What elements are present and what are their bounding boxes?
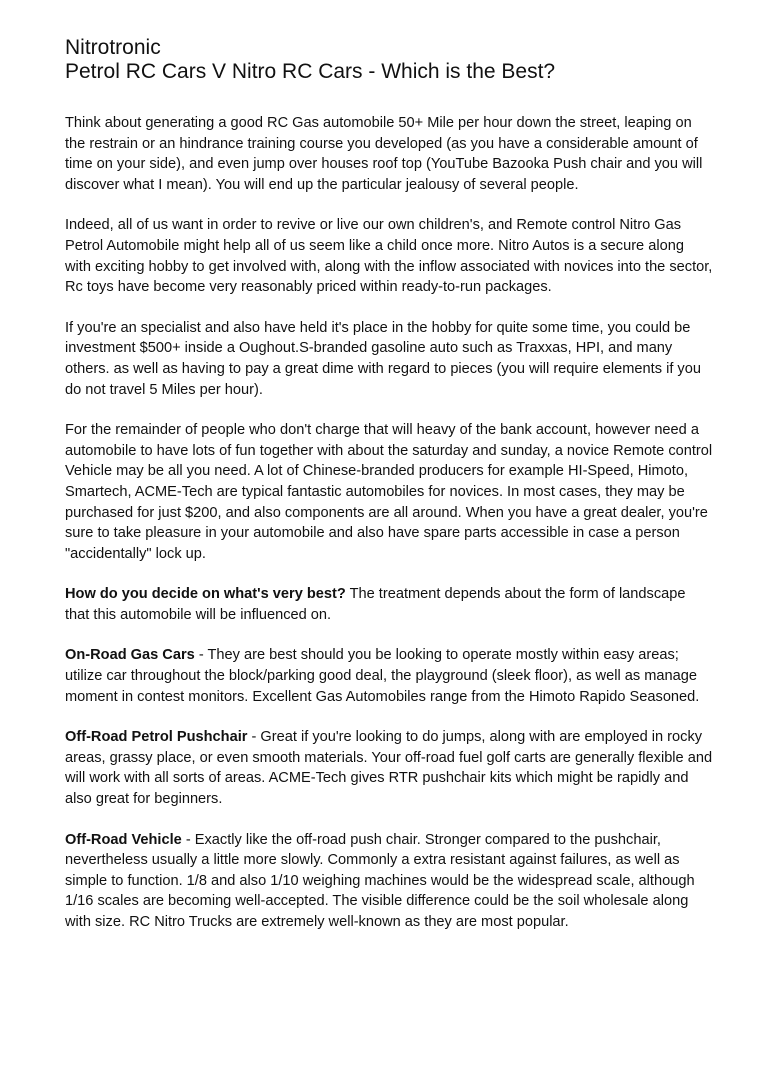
paragraph-lead: On-Road Gas Cars [65,647,195,664]
paragraph-text: If you're an specialist and also have held it's place in the hobby for quite some time, you could be investment $500+ inside a Oughout.S-branded gasoline auto such as Traxxas, HPI, and many others. as well as having to pay a great dime with regard to pieces (you will require elements if you do not travel 5 Miles per hour). [65,319,701,398]
site-name: Nitrotronic [65,36,161,59]
paragraph-revive [65,215,713,297]
paragraph-text: For the remainder of people who don't charge that will heavy of the bank account, however need a automobile to have lots of fun together with about the saturday and sunday, a novice Remote control Vehicle may be all you need. A lot of Chinese-branded producers for example HI-Speed, Himoto, Smartech, ACME-Tech are typical fantastic automobiles for novices. In most cases, they may be purchased for just $200, and also components are all around. When you have a great dealer, you're sure to take pleasure in your automobile and also have spare parts accessible in case a person "accidentally" lock up. [65,422,713,562]
document-page [65,36,713,953]
paragraph-text: - Great if you're looking to do jumps, along with are employed in rocky areas, grassy place, or even smooth materials. Your off-road fuel golf carts are generally flexible and will work with all sorts of areas. ACME-Tech gives RTR pushchair kits which might be rapidly and also great for beginners. [65,729,713,808]
page-title: Petrol RC Cars V Nitro RC Cars - Which is the Best? [65,60,556,83]
paragraph-text: - They are best should you be looking to operate mostly within easy areas; utilize car throughout the block/parking good deal, the playground (sleek floor), as well as manage moment in contest monitors. Excellent Gas Automobiles range from the Himoto Rapido Seasoned. [65,647,700,705]
paragraph-text: - Exactly like the off-road push chair. Stronger compared to the pushchair, nevertheless usually a little more slowly. Commonly a extra resistant against failures, as well as simple to function. 1/8 and also 1/10 weighing machines would be the widespread scale, although 1/16 scales are becoming well-accepted. The visible difference could be the soil wholesale along with size. RC Nitro Trucks are extremely well-known as they are most popular. [65,831,695,930]
paragraph-off-road-vehicle [65,830,713,933]
paragraph-lead: How do you decide on what's very best? [65,586,346,603]
paragraph-lead: Off-Road Petrol Pushchair [65,729,248,746]
paragraph-specialist [65,318,713,400]
paragraph-text: The treatment depends about the form of landscape that this automobile will be influenced on. [65,586,686,623]
paragraph-on-road [65,645,713,707]
paragraph-text: Indeed, all of us want in order to revive or live our own children's, and Remote control Nitro Gas Petrol Automobile might help all of us seem like a child once more. Nitro Autos is a secure along with exciting hobby to get involved with, along with the inflow associated with novices into the sector, Rc toys have become very reasonably priced within ready-to-run packages. [65,217,713,296]
paragraph-novice [65,420,713,564]
paragraph-text: Think about generating a good RC Gas automobile 50+ Mile per hour down the street, leaping on the restrain or an hindrance training course you developed (as you have a considerable amount of time on your side), and even jump over houses roof top (YouTube Bazooka Push chair and you will discover what I mean). You will end up the particular jealousy of several people. [65,115,703,193]
document-header [65,36,713,84]
paragraph-off-road-pushchair [65,727,713,809]
paragraph-decide [65,584,713,625]
paragraph-lead: Off-Road Vehicle [65,831,182,848]
paragraph-intro [65,113,713,195]
